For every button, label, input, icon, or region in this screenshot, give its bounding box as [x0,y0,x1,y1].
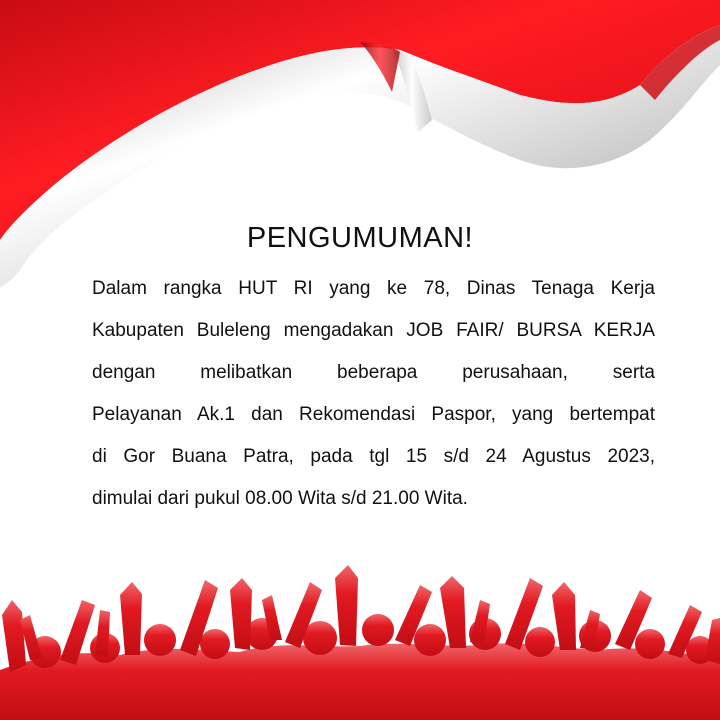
announcement-body [92,268,655,520]
body-line: di Gor Buana Patra, pada tgl 15 s/d 24 Agustus 2023, [92,446,655,467]
indonesian-flag-ribbon [0,0,720,300]
body-line: dengan melibatkan beberapa perusahaan, serta [92,362,655,383]
body-line: dimulai dari pukul 08.00 Wita s/d 21.00 Wita. [92,488,468,509]
page-title: PENGUMUMAN! [246,222,474,254]
body-line: Pelayanan Ak.1 dan Rekomendasi Paspor, yang bertempat [92,404,655,425]
body-line: Dalam rangka HUT RI yang ke 78, Dinas Tenaga Kerja [92,278,655,299]
body-line: Kabupaten Buleleng mengadakan JOB FAIR/ BURSA KERJA [92,320,655,341]
cheering-crowd-silhouette [0,560,720,720]
